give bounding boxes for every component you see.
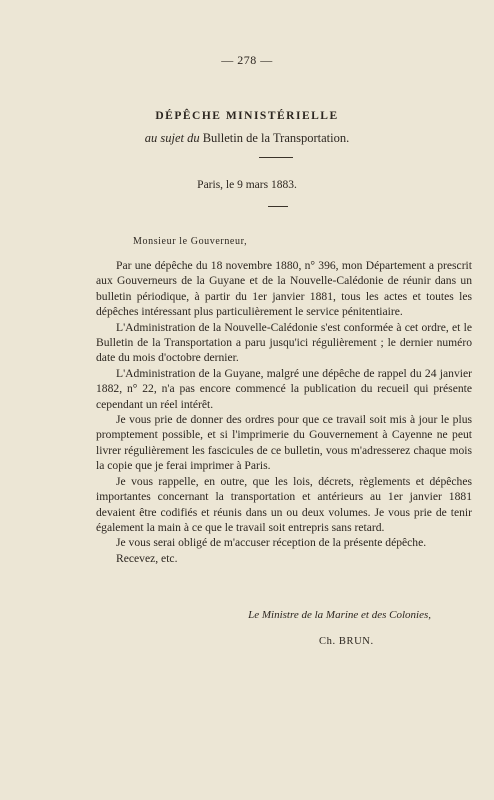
paragraph: L'Administration de la Guyane, malgré une dépêche de rappel du 24 janvier 1882, n° 22, n'a pas encore commencé la publication du recueil qui présente cependant un réel intérêt. <box>96 366 472 411</box>
signature-name: Ch. BRUN. <box>319 636 374 647</box>
paragraph: Par une dépêche du 18 novembre 1880, n° 396, mon Département a prescrit aux Gouverneurs de la Guyane et de la Nouvelle-Calédonie de réunir dans un bulletin périodique, à partir du 1er janvier 1881, tous les actes et toutes les dépêches intéressant plus particulièrement le service pénitentiaire. <box>96 259 472 319</box>
paragraph: Je vous rappelle, en outre, que les lois, décrets, règlements et dépêches importantes concernant la transportation et antérieurs au 1er janvier 1881 devaient être codifiés et réunis dans un ou deux volumes. Je vous prie de tenir également la main à ce que le travail soit entrepris sans retard. <box>96 474 472 534</box>
subtitle-italic: au sujet du <box>144 131 200 145</box>
paragraph: L'Administration de la Nouvelle-Calédonie s'est conformée à cet ordre, et le Bulletin de la Transportation a paru jusqu'ici régulièrement ; le dernier numéro date du mois d'octobre dernier. <box>96 320 472 365</box>
signature-title: Le Ministre de la Marine et des Colonies, <box>248 609 431 621</box>
dateline: Paris, le 9 mars 1883. <box>197 179 297 191</box>
paragraph: Je vous prie de donner des ordres pour que ce travail soit mis à jour le plus promptement possible, et si l'imprimerie du Gouvernement à Cayenne ne peut livrer régulièrement les fascicules de ce bulletin, vous m'adresserez chaque mois la copie que je ferai imprimer à Paris. <box>96 413 472 473</box>
page-number: — 278 — <box>221 53 273 67</box>
letter-body <box>96 258 472 566</box>
salutation: Monsieur le Gouverneur, <box>133 236 248 247</box>
document-subtitle <box>0 131 494 146</box>
paragraph: Je vous serai obligé de m'accuser réception de la présente dépêche. <box>116 536 427 550</box>
divider-rule <box>268 206 288 207</box>
paragraph: Recevez, etc. <box>116 551 178 565</box>
divider-rule <box>259 157 293 158</box>
subtitle-regular: Bulletin de la Transportation. <box>199 131 350 145</box>
document-title: DÉPÊCHE MINISTÉRIELLE <box>155 110 339 122</box>
